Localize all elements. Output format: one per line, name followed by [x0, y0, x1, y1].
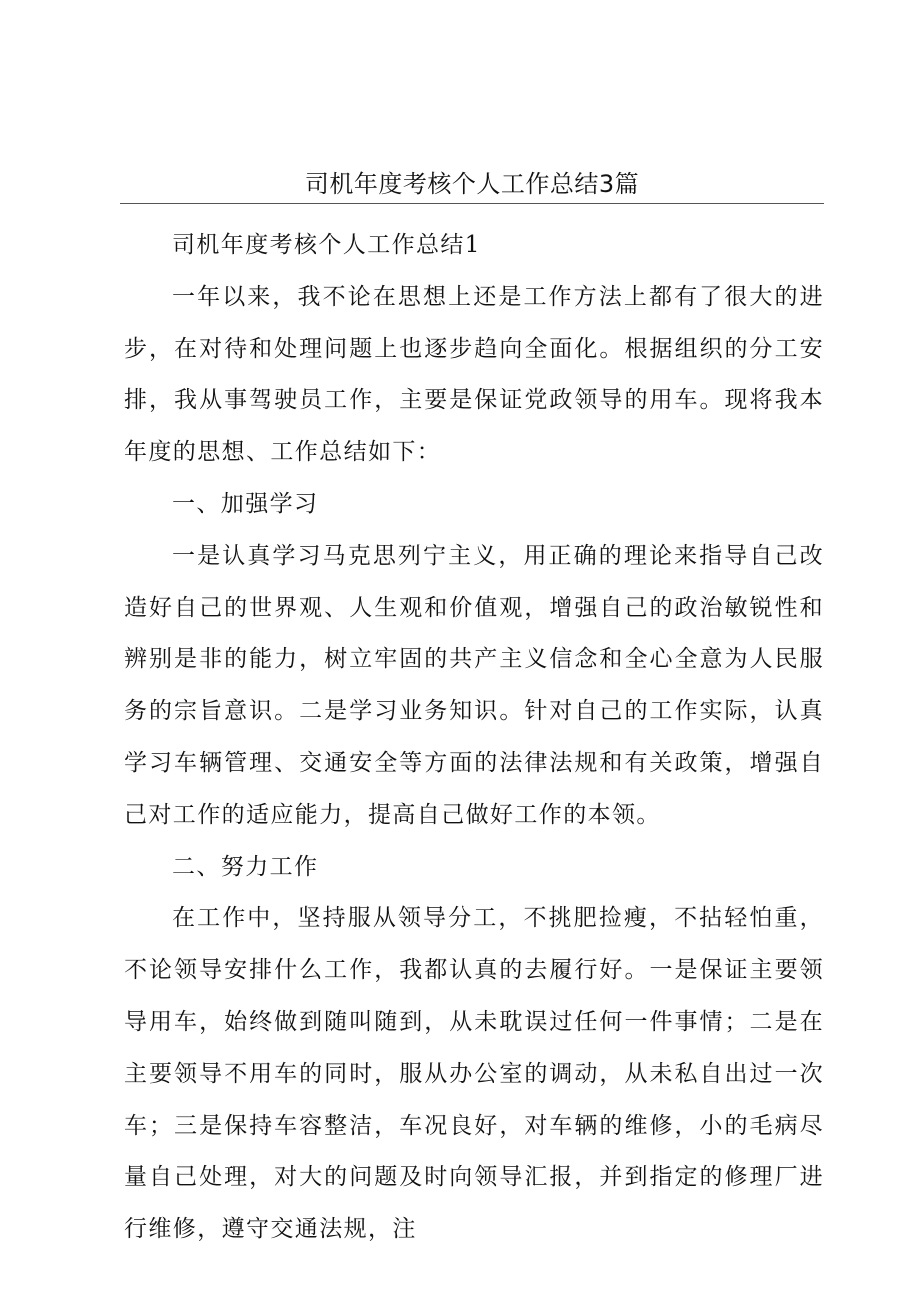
title-divider — [120, 203, 824, 204]
section-heading-study: 一、加强学习 — [172, 490, 319, 517]
section-heading-summary-1: 司机年度考核个人工作总结1 — [172, 232, 481, 258]
section-heading-work: 二、努力工作 — [172, 853, 319, 880]
document-body — [124, 220, 824, 1256]
intro-paragraph: 一年以来，我不论在思想上还是工作方法上都有了很大的进步，在对待和处理问题上也逐步趋向全面化。根据组织的分工安排，我从事驾驶员工作，主要是保证党政领导的用车。现将我本年度的思想、工作总结如下： — [124, 283, 824, 466]
study-paragraph: 一是认真学习马克思列宁主义，用正确的理论来指导自己改造好自己的世界观、人生观和价值观，增强自己的政治敏锐性和辨别是非的能力，树立牢固的共产主义信念和全心全意为人民服务的宗旨意识。二是学习业务知识。针对自己的工作实际，认真学习车辆管理、交通安全等方面的法律法规和有关政策，增强自己对工作的适应能力，提高自己做好工作的本领。 — [124, 542, 824, 828]
work-paragraph: 在工作中，坚持服从领导分工，不挑肥捡瘦，不拈轻怕重，不论领导安排什么工作，我都认真的去履行好。一是保证主要领导用车，始终做到随叫随到，从未耽误过任何一件事情；二是在主要领导不用车的同时，服从办公室的调动，从未私自出过一次车；三是保持车容整洁，车况良好，对车辆的维修，小的毛病尽量自己处理，对大的问题及时向领导汇报，并到指定的修理厂进行维修，遵守交通法规，注 — [124, 905, 824, 1243]
document-title: 司机年度考核个人工作总结3篇 — [304, 170, 640, 198]
